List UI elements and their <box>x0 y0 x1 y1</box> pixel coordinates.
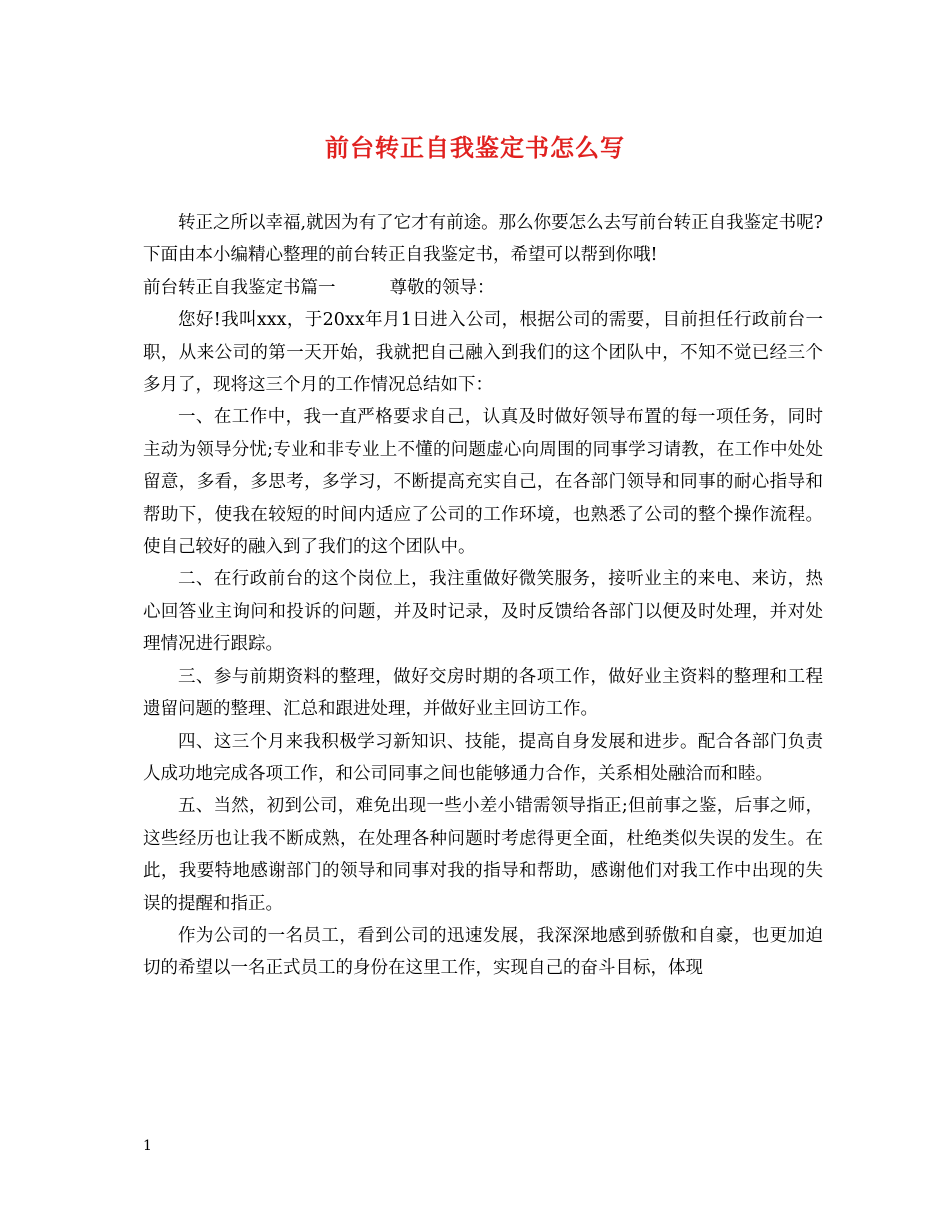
section-heading: 前台转正自我鉴定书篇一 <box>143 277 336 298</box>
intro-paragraph: 转正之所以幸福,就因为有了它才有前途。那么你要怎么去写前台转正自我鉴定书呢?下面由本小编精心整理的前台转正自我鉴定书，希望可以帮到你哦! <box>143 213 823 266</box>
document-body <box>143 207 823 985</box>
body-paragraph-2: 二、在行政前台的这个岗位上，我注重做好微笑服务，接听业主的来电、来访，热心回答业主询问和投诉的问题，并及时记录，及时反馈给各部门以便及时处理，并对处理情况进行跟踪。 <box>143 569 823 655</box>
body-paragraph-4: 四、这三个月来我积极学习新知识、技能，提高自身发展和进步。配合各部门负责人成功地完成各项工作，和公司同事之间也能够通力合作，关系相处融洽而和睦。 <box>143 731 823 784</box>
salutation: 尊敬的领导： <box>389 277 495 298</box>
body-paragraph-5: 五、当然，初到公司，难免出现一些小差小错需领导指正;但前事之鉴，后事之师，这些经历也让我不断成熟，在处理各种问题时考虑得更全面，杜绝类似失误的发生。在此，我要特地感谢部门的领导和同事对我的指导和帮助，感谢他们对我工作中出现的失误的提醒和指正。 <box>143 796 823 914</box>
page-number: 1 <box>143 1138 152 1154</box>
section-heading-line <box>143 272 823 304</box>
body-paragraph-3: 三、参与前期资料的整理，做好交房时期的各项工作，做好业主资料的整理和工程遗留问题的整理、汇总和跟进处理，并做好业主回访工作。 <box>143 666 823 720</box>
document-title: 前台转正自我鉴定书怎么写 <box>325 133 625 162</box>
body-paragraph-greeting: 您好!我叫xxx，于20xx年月1日进入公司，根据公司的需要，目前担任行政前台一职，从来公司的第一天开始，我就把自己融入到我们的这个团队中，不知不觉已经三个多月了，现将这三个月的工作情况总结如下： <box>143 310 823 396</box>
body-paragraph-closing: 作为公司的一名员工，看到公司的迅速发展，我深深地感到骄傲和自豪，也更加迫切的希望以一名正式员工的身份在这里工作，实现自己的奋斗目标，体现 <box>143 925 823 979</box>
body-paragraph-1: 一、在工作中，我一直严格要求自己，认真及时做好领导布置的每一项任务，同时主动为领导分忧;专业和非专业上不懂的问题虚心向周围的同事学习请教，在工作中处处留意，多看，多思考，多学习，不断提高充实自己，在各部门领导和同事的耐心指导和帮助下，使我在较短的时间内适应了公司的工作环境，也熟悉了公司的整个操作流程。使自己较好的融入到了我们的这个团队中。 <box>143 407 823 558</box>
